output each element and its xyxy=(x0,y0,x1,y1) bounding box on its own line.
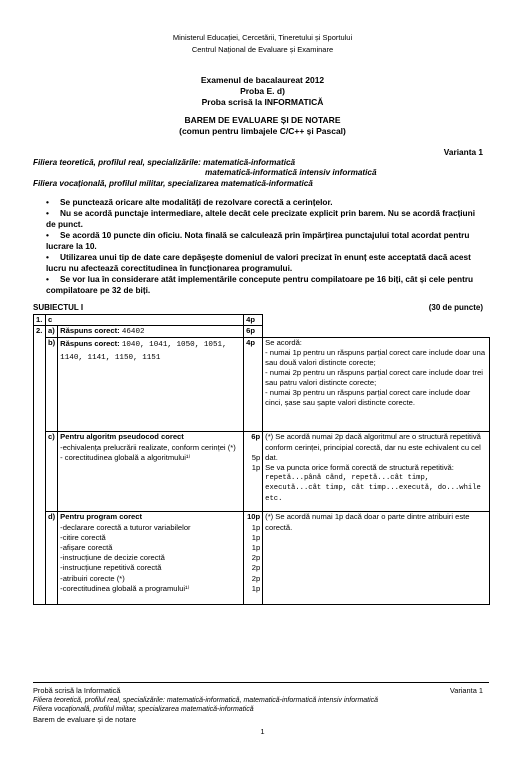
sub-label: b) xyxy=(46,338,58,432)
bullet-4: • Utilizarea unui tip de date care depășește domeniul de valori precizat în enunț este acceptată dacă acest lucru nu afectează corectitudinea în funcționarea programului. xyxy=(46,252,471,273)
barem-subtitle: (comun pentru limbajele C/C++ și Pascal) xyxy=(179,126,346,136)
bullet-3: • Se acordă 10 puncte din oficiu. Nota finală se calculează prin împărțirea punctajului total acordat pentru lucrare la 10. xyxy=(46,230,470,251)
ministry-header: Ministerul Educației, Cercetării, Tineretului și Sportului xyxy=(172,33,353,42)
notes-cell: (*) Se acordă numai 1p dacă doar o parte dintre atribuiri este corectă. xyxy=(263,512,490,605)
bullet-1: • Se punctează oricare alte modalități de rezolvare corectă a cerințelor. xyxy=(46,197,333,207)
points-cell: 10p 1p 1p 1p 2p 2p 2p 1p xyxy=(244,512,263,605)
points-cell: 4p xyxy=(244,315,263,326)
table-row xyxy=(34,326,490,338)
grading-table xyxy=(33,314,490,605)
answer-cell: Răspuns corect: 1040, 1041, 1050, 1051, 1140, 1141, 1150, 1151 xyxy=(58,338,244,432)
answer-cell: c xyxy=(46,315,244,326)
row-number: 1. xyxy=(34,315,46,326)
exam-title: Examenul de bacalaureat 2012 xyxy=(200,75,325,85)
answer-values: 1040, 1041, 1050, 1051, 1140, 1141, 1150, 1151 xyxy=(60,341,227,363)
answer-cell: Pentru algoritm pseudocod corect -echivalența prelucrării realizate, conform cerinței (*) - corectitudinea globală a algoritmului¹⁾ xyxy=(58,432,244,512)
subject-title: SUBIECTUL I xyxy=(33,303,84,312)
sub-label: c) xyxy=(46,432,58,512)
points-cell: 6p 5p 1p xyxy=(244,432,263,512)
center-header: Centrul Național de Evaluare și Examinare xyxy=(191,45,334,54)
bullet-5: • Se vor lua în considerare atât implementările concepute pentru compilatoare pe 16 biți, cât și cele pentru compilatoare pe 32 de biți. xyxy=(46,274,474,295)
barem-title: BAREM DE EVALUARE ȘI DE NOTARE xyxy=(184,115,341,125)
bullet-2: • Nu se acordă punctaje intermediare, altele decât cele precizate explicit prin barem. Nu se acordă fracțiuni de punct. xyxy=(46,208,475,229)
subject-points: (30 de puncte) xyxy=(428,303,483,312)
exam-subject: Proba scrisă la INFORMATICĂ xyxy=(201,97,324,107)
points-cell: 6p xyxy=(244,326,263,338)
footer-filiera-2: Filiera vocațională, profilul militar, specializarea matematică-informatică xyxy=(33,706,254,713)
row-number: 2. xyxy=(34,326,46,605)
exam-proba: Proba E. d) xyxy=(240,86,285,96)
notes-cell: (*) Se acordă numai 2p dacă algoritmul are o structură repetitivă conform cerinței, principial corectă, dar nu este echivalent cu cel dat. Se va puncta orice formă corectă de structură repetitivă: repetă...până când, repetă...cât timp, execută...cât timp, cât timp...execută, do...while etc. xyxy=(263,432,490,512)
sub-label: d) xyxy=(46,512,58,605)
sub-label: a) xyxy=(46,326,58,338)
footer-filiera-1: Filiera teoretică, profilul real, specializările: matematică-informatică, matematică-informatică intensiv informatică xyxy=(33,697,379,704)
footer-subject: Probă scrisă la Informatică xyxy=(33,686,121,695)
page-number: 1 xyxy=(260,727,265,736)
answer-cell: Pentru program corect -declarare corectă a tuturor variabilelor -citire corectă -afișare corectă -instrucțiune de decizie corectă -instrucțiune repetitivă corectă -atribuiri corecte (*) -corectitudinea globală a programului¹⁾ xyxy=(58,512,244,605)
table-row xyxy=(34,512,490,605)
filiera-line-3: Filiera vocațională, profilul militar, specializarea matematică-informatică xyxy=(33,179,313,188)
table-row xyxy=(34,315,490,326)
filiera-line-2: matematică-informatică intensiv informatică xyxy=(205,168,377,177)
answer-cell: Răspuns corect: 46402 xyxy=(58,326,244,338)
footer-divider xyxy=(33,682,489,683)
table-row xyxy=(34,432,490,512)
notes-cell: Se acordă: - numai 1p pentru un răspuns parțial corect care include doar una sau două valori distincte corecte; - numai 2p pentru un răspuns parțial corect care include doar trei sau patru valori distincte corecte; - numai 3p pentru un răspuns parțial corect care include doar cinci, șase sau șapte valori distincte corecte. xyxy=(263,338,490,432)
footer-variant: Varianta 1 xyxy=(449,686,483,695)
footer-barem: Barem de evaluare și de notare xyxy=(33,715,137,724)
table-row xyxy=(34,338,490,432)
variant-label: Varianta 1 xyxy=(443,147,483,157)
filiera-line-1: Filiera teoretică, profilul real, specializările: matematică-informatică xyxy=(33,158,296,167)
points-cell: 4p xyxy=(244,338,263,432)
